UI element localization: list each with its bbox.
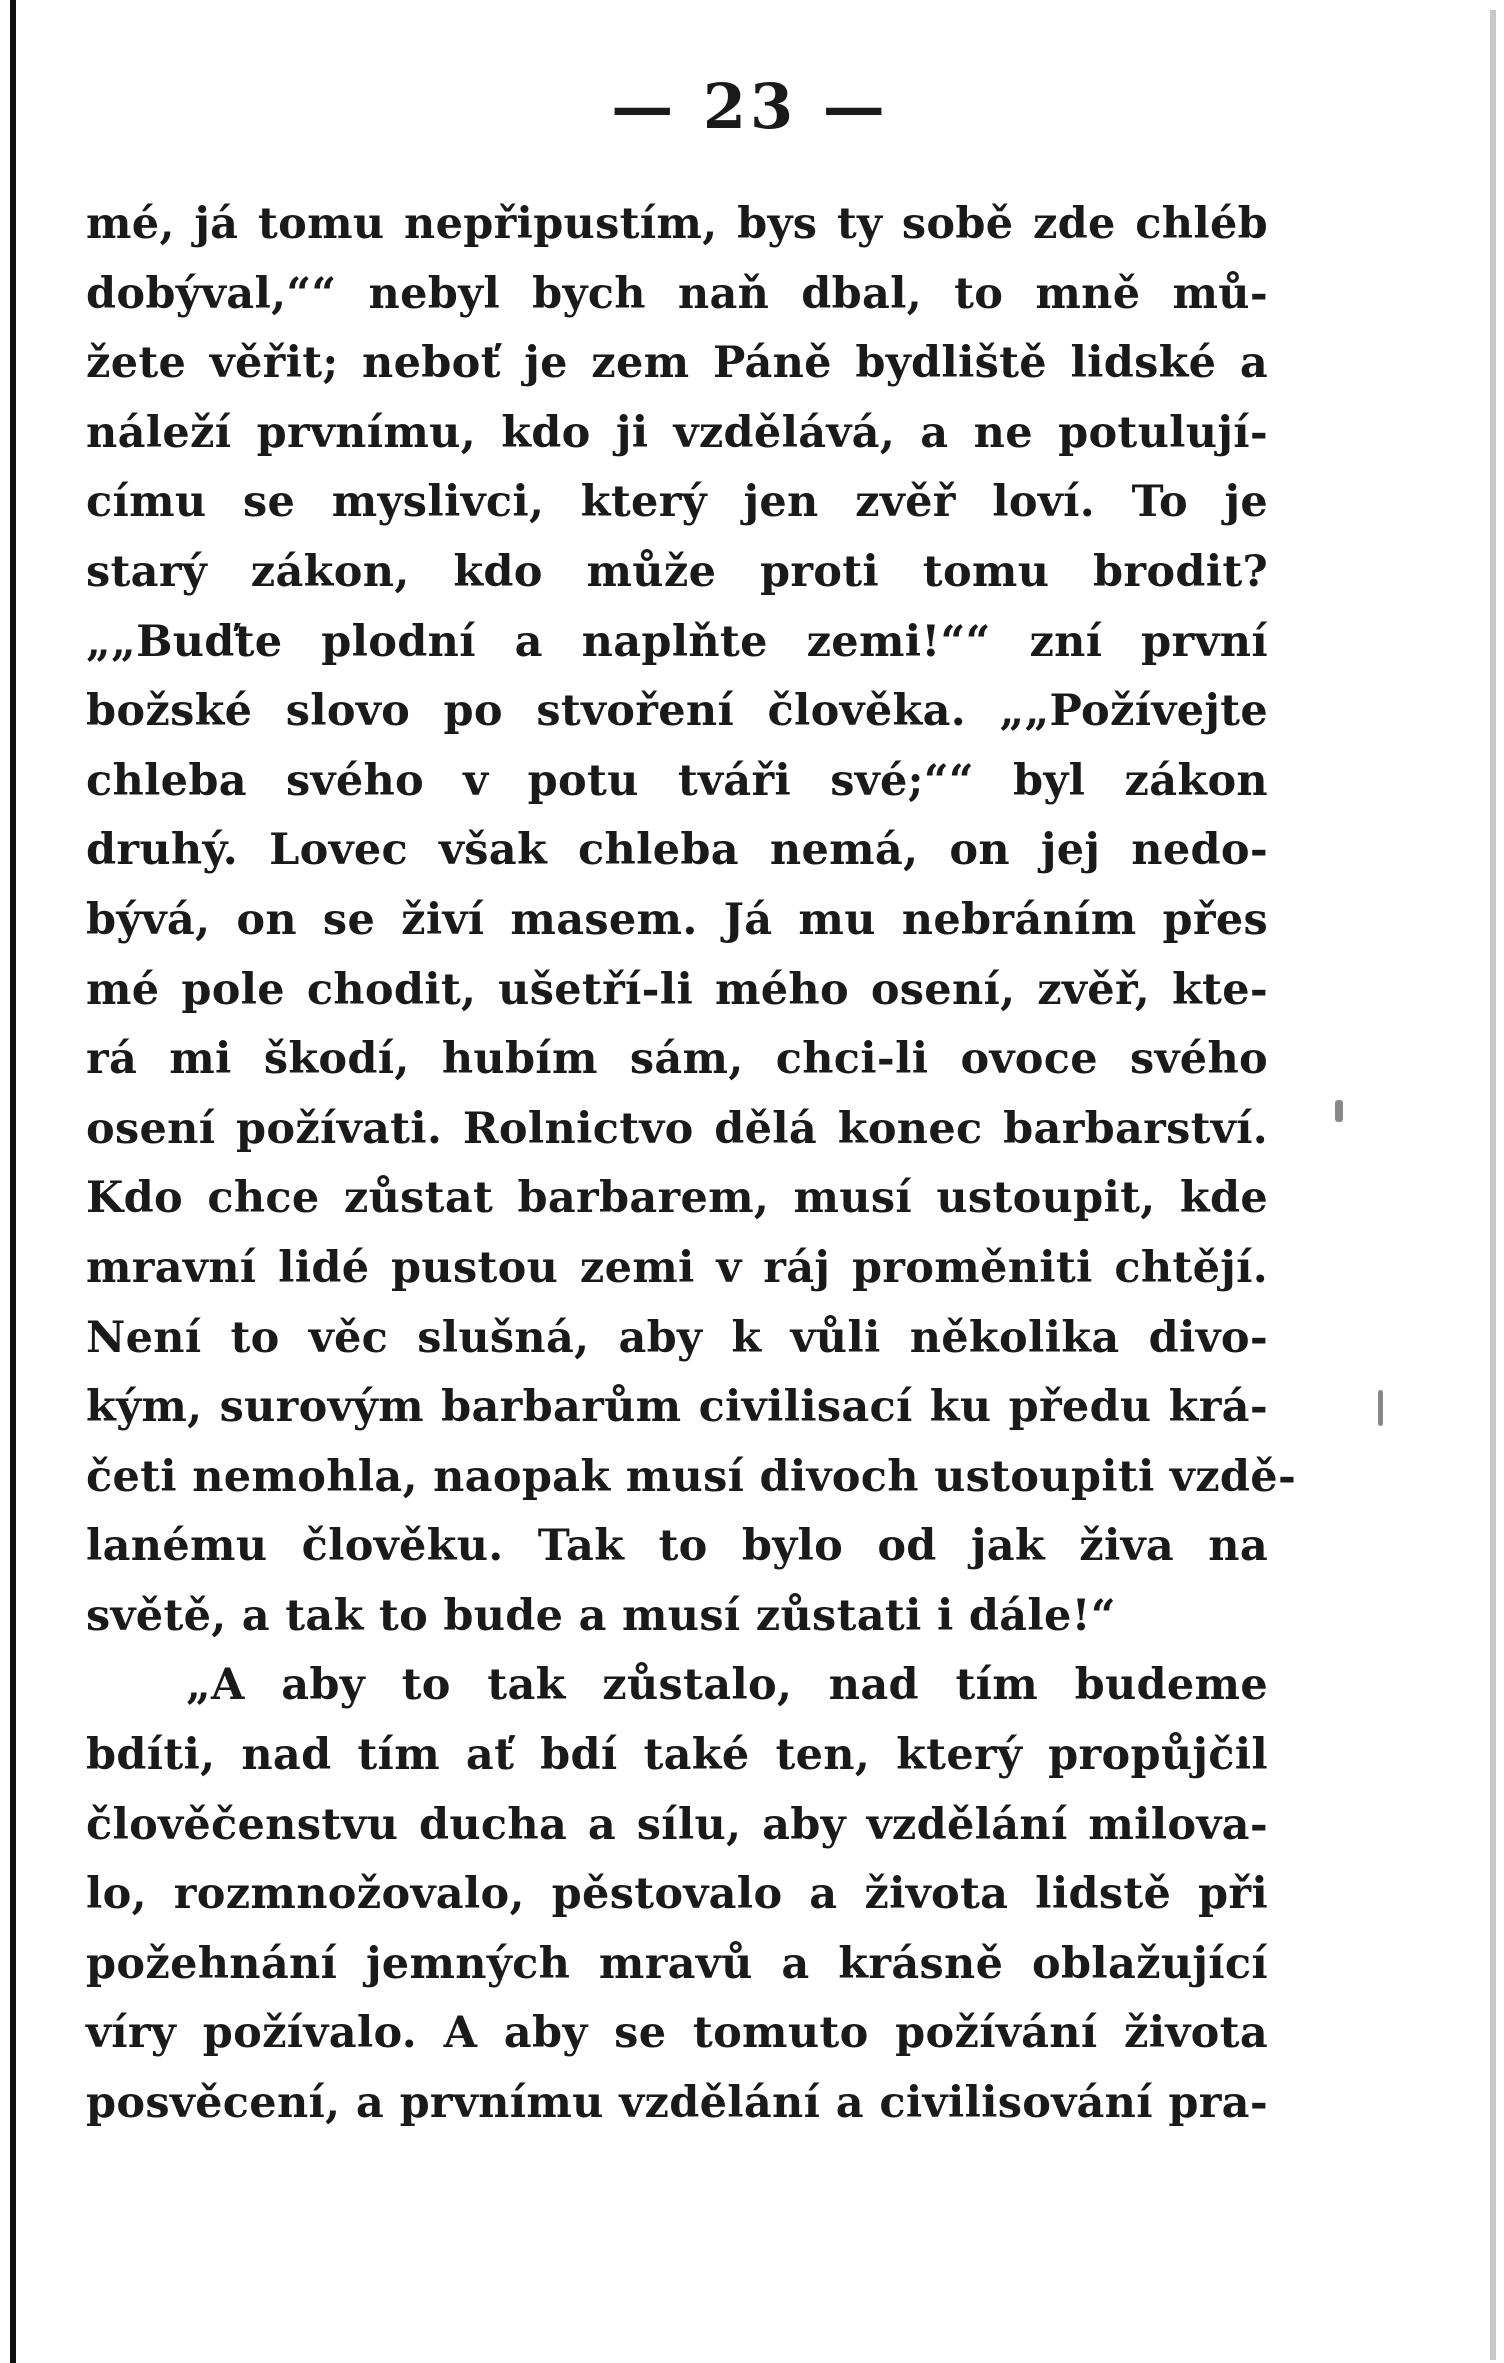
text-line: „A aby to tak zůstalo, nad tím budeme bbox=[186, 1660, 1268, 1711]
text-line: víry požívalo. A aby se tomuto požívání života bbox=[86, 2008, 1268, 2059]
text-line: rá mi škodí, hubím sám, chci-li ovoce svého bbox=[86, 1034, 1268, 1085]
text-line: posvěcení, a prvnímu vzdělání a civilisování pra- bbox=[86, 2078, 1268, 2129]
text-line: požehnání jemných mravů a krásně oblažující bbox=[86, 1938, 1268, 1989]
text-line: člověčenstvu ducha a sílu, aby vzdělání milova- bbox=[86, 1799, 1268, 1850]
page-right-edge bbox=[1490, 10, 1496, 2360]
ink-speck bbox=[1378, 1390, 1383, 1426]
text-line: bývá, on se živí masem. Já mu nebráním přes bbox=[86, 894, 1268, 945]
text-line: „„Buďte plodní a naplňte zemi!““ zní první bbox=[86, 616, 1268, 667]
ink-speck bbox=[1335, 1100, 1343, 1122]
text-line: četi nemohla, naopak musí divoch ustoupiti vzdě- bbox=[86, 1451, 1297, 1502]
text-line: starý zákon, kdo může proti tomu brodit? bbox=[86, 546, 1268, 597]
text-line: osení požívati. Rolnictvo dělá konec barbarství. bbox=[86, 1103, 1268, 1154]
text-line: mé, já tomu nepřipustím, bys ty sobě zde chléb bbox=[86, 199, 1268, 249]
text-line: mé pole chodit, ušetří-li mého osení, zvěř, kte- bbox=[86, 964, 1268, 1015]
text-line: světě, a tak to bude a musí zůstati i dále!“ bbox=[86, 1590, 1116, 1641]
text-line: náleží prvnímu, kdo ji vzdělává, a ne potulují- bbox=[86, 407, 1268, 458]
page-number: — 23 — bbox=[611, 70, 889, 143]
text-line: božské slovo po stvoření člověka. „„Požívejte bbox=[86, 686, 1268, 737]
text-line: žete věřit; neboť je zem Páně bydliště lidské a bbox=[86, 338, 1268, 389]
text-line: dobýval,““ nebyl bych naň dbal, to mně mů- bbox=[86, 268, 1268, 319]
text-line: chleba svého v potu tváři své;““ byl zákon bbox=[86, 755, 1268, 806]
text-line: mravní lidé pustou zemi v ráj proměniti chtějí. bbox=[86, 1242, 1268, 1293]
text-line: bdíti, nad tím ať bdí také ten, který propůjčil bbox=[86, 1730, 1268, 1781]
text-line: lo, rozmnožovalo, pěstovalo a života lidstě při bbox=[86, 1869, 1268, 1920]
body-text bbox=[86, 190, 1297, 2139]
text-line: lanému člověku. Tak to bylo od jak živa na bbox=[86, 1521, 1268, 1572]
text-line: címu se myslivci, který jen zvěř loví. To je bbox=[86, 477, 1268, 528]
text-line: kým, surovým barbarům civilisací ku předu krá- bbox=[86, 1382, 1268, 1433]
page-left-edge bbox=[10, 0, 16, 2363]
text-line: druhý. Lovec však chleba nemá, on jej nedo- bbox=[86, 825, 1268, 876]
text-line: Není to věc slušná, aby k vůli několika divo- bbox=[86, 1312, 1268, 1363]
text-line: Kdo chce zůstat barbarem, musí ustoupit, kde bbox=[86, 1173, 1268, 1224]
